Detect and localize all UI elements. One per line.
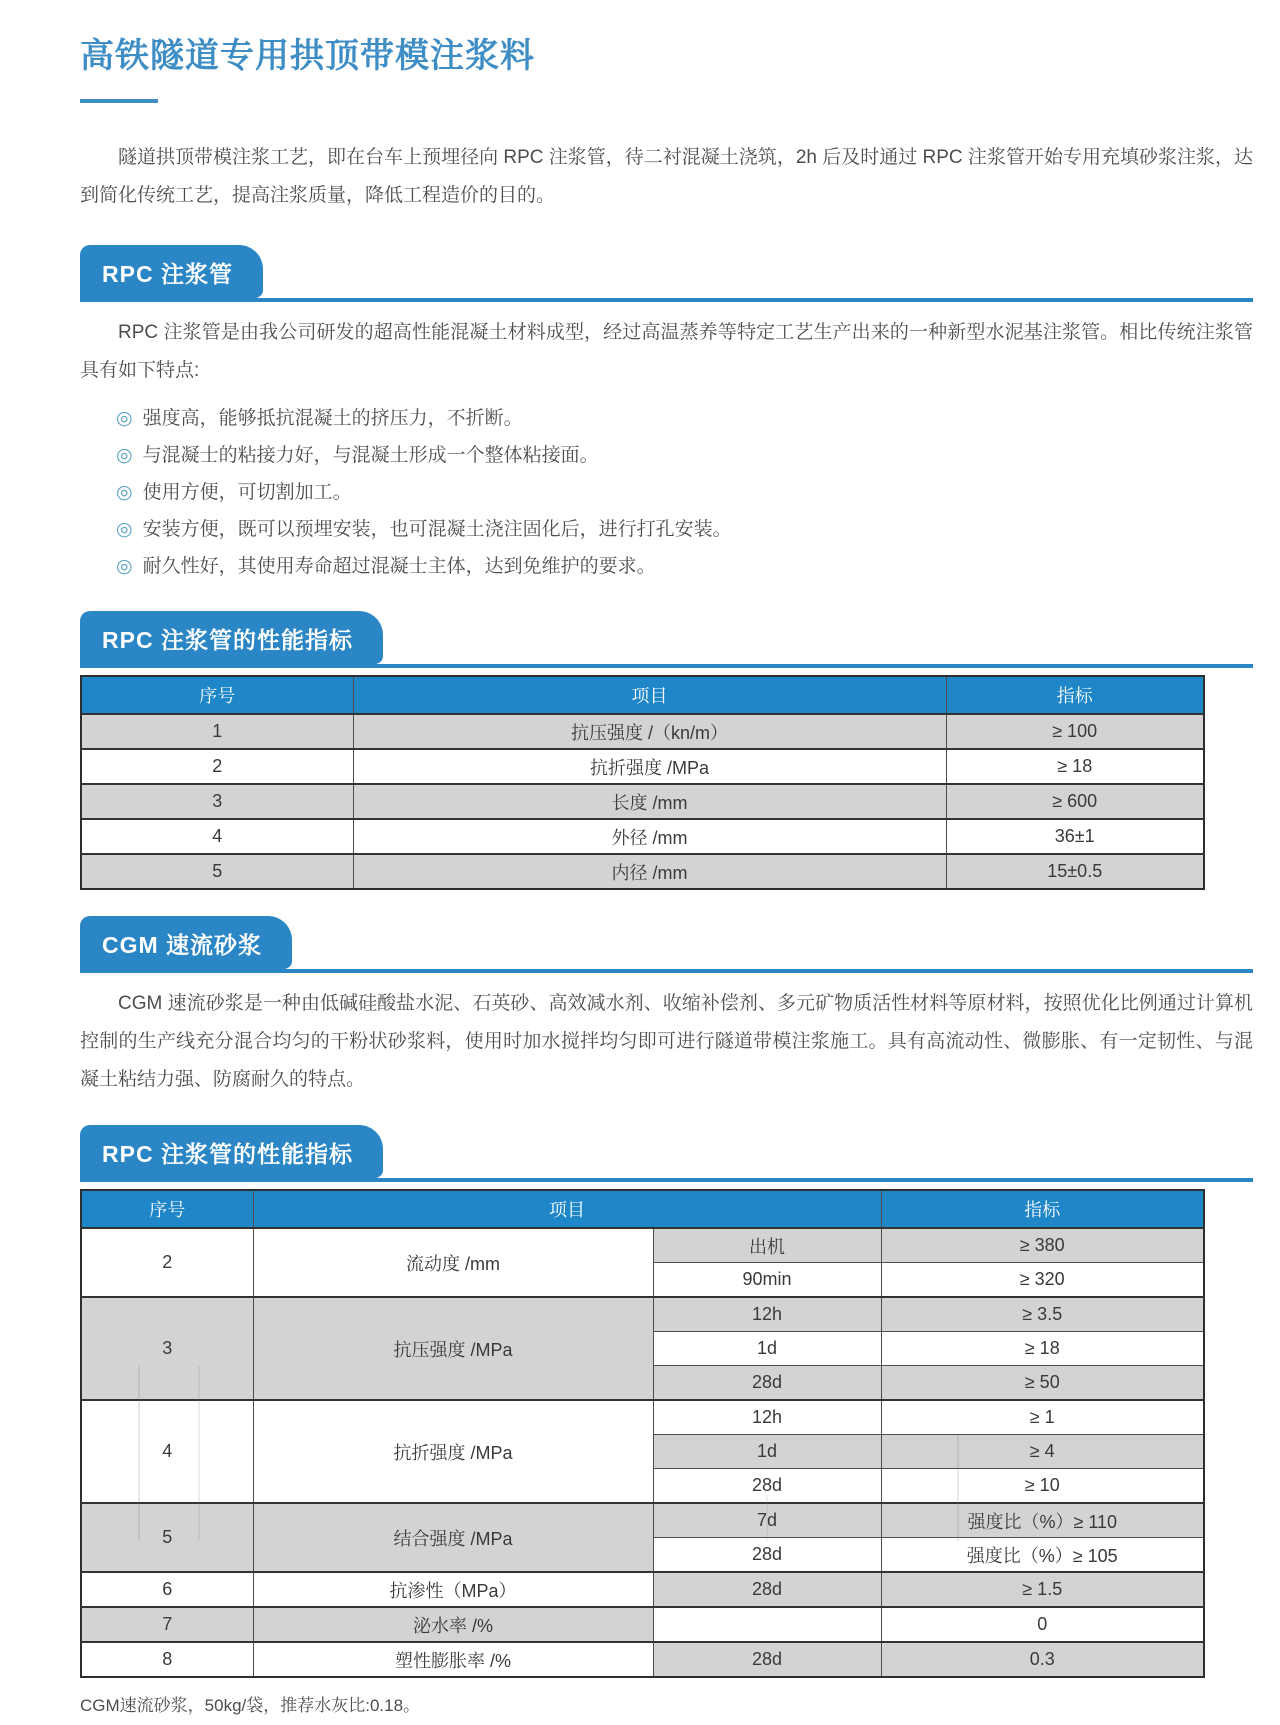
cell-condition: 90min: [653, 1263, 881, 1298]
double-circle-bullet-icon: ◎: [116, 556, 133, 577]
table-row: [81, 714, 1204, 749]
double-circle-bullet-icon: ◎: [116, 519, 133, 540]
feature-text: 使用方便，可切割加工。: [142, 482, 352, 503]
cell-value: 0: [881, 1607, 1204, 1642]
cell-value: ≥ 10: [881, 1469, 1204, 1504]
packaging-note: CGM速流砂浆，50kg/袋，推荐水灰比:0.18。: [80, 1696, 421, 1715]
table-header-row: [81, 676, 1204, 714]
cell-value: ≥ 18: [881, 1332, 1204, 1366]
cell-condition: [653, 1607, 881, 1642]
table-row: [81, 749, 1204, 784]
cell-no: 5: [81, 1503, 253, 1572]
table-header-row: [81, 1190, 1204, 1228]
cell-value: 0.3: [881, 1642, 1204, 1677]
cell-value: ≥ 1.5: [881, 1572, 1204, 1607]
cell-value: 强度比（%）≥ 105: [881, 1538, 1204, 1573]
table-row: [81, 784, 1204, 819]
table-row: [81, 1228, 1204, 1263]
cgm-paragraph: CGM 速流砂浆是一种由低碱硅酸盐水泥、石英砂、高效减水剂、收缩补偿剂、多元矿物质活性材料等原材料，按照优化比例通过计算机控制的生产线充分混合均匀的干粉状砂浆料，使用时加水搅拌均匀即可进行隧道带模注浆施工。具有高流动性、微膨胀、有一定韧性、与混凝土粘结力强、防腐耐久的特点。: [80, 993, 1253, 1090]
cell-value: ≥ 380: [881, 1228, 1204, 1263]
cell-value: ≥ 320: [881, 1263, 1204, 1298]
cell-item: 流动度 /mm: [253, 1228, 653, 1297]
table-row: [81, 1607, 1204, 1642]
cell-value: 15±0.5: [946, 854, 1204, 889]
cell-value: ≥ 4: [881, 1435, 1204, 1469]
cell-value: ≥ 3.5: [881, 1297, 1204, 1332]
cell-item: 内径 /mm: [353, 854, 946, 889]
cell-condition: 28d: [653, 1366, 881, 1401]
feature-text: 安装方便，既可以预埋安装，也可混凝土浇注固化后，进行打孔安装。: [142, 519, 732, 540]
section-banner-row: [80, 1125, 1253, 1182]
cell-condition: 1d: [653, 1332, 881, 1366]
section-banner-rpc-pipe: RPC 注浆管: [80, 245, 263, 298]
table-row: [81, 1503, 1204, 1538]
cell-value: ≥ 18: [946, 749, 1204, 784]
list-item: [116, 474, 1253, 511]
cell-no: 1: [81, 714, 353, 749]
cell-item: 抗折强度 /MPa: [353, 749, 946, 784]
column-header-item: 项目: [353, 676, 946, 714]
list-item: [116, 511, 1253, 548]
column-header-no: 序号: [81, 1190, 253, 1228]
column-header-no: 序号: [81, 676, 353, 714]
cell-no: 3: [81, 1297, 253, 1400]
cell-no: 5: [81, 854, 353, 889]
cell-item: 抗渗性（MPa）: [253, 1572, 653, 1607]
cell-condition: 12h: [653, 1297, 881, 1332]
cell-condition: 28d: [653, 1642, 881, 1677]
cell-no: 4: [81, 819, 353, 854]
cell-no: 2: [81, 1228, 253, 1297]
cell-value: 强度比（%）≥ 110: [881, 1503, 1204, 1538]
cell-no: 4: [81, 1400, 253, 1503]
rpc-intro-paragraph: RPC 注浆管是由我公司研发的超高性能混凝土材料成型，经过高温蒸养等特定工艺生产出来的一种新型水泥基注浆管。相比传统注浆管具有如下特点:: [80, 322, 1253, 381]
double-circle-bullet-icon: ◎: [116, 408, 133, 429]
feature-text: 与混凝士的粘接力好，与混凝土形成一个整体粘接面。: [142, 445, 599, 466]
list-item: [116, 548, 1253, 585]
page-title: 高铁隧道专用拱顶带模注浆料: [80, 37, 535, 75]
cell-condition: 28d: [653, 1538, 881, 1573]
column-header-spec: 指标: [881, 1190, 1204, 1228]
rpc-pipe-spec-table: [80, 675, 1205, 890]
cell-condition: 28d: [653, 1572, 881, 1607]
section-banner-row: [80, 245, 1253, 302]
cell-item: 塑性膨胀率 /%: [253, 1642, 653, 1677]
title-underline: [80, 99, 158, 103]
cell-condition: 1d: [653, 1435, 881, 1469]
section-banner-cgm: CGM 速流砂浆: [80, 916, 292, 969]
table-row: [81, 1572, 1204, 1607]
cell-item: 外径 /mm: [353, 819, 946, 854]
cell-item: 抗压强度 /（kn/m）: [353, 714, 946, 749]
feature-text: 耐久性好，其使用寿命超过混凝士主体，达到免维护的要求。: [142, 556, 656, 577]
section-banner-row: [80, 916, 1253, 973]
cell-value: ≥ 600: [946, 784, 1204, 819]
cell-item: 抗压强度 /MPa: [253, 1297, 653, 1400]
cell-value: 36±1: [946, 819, 1204, 854]
cell-value: ≥ 1: [881, 1400, 1204, 1435]
section-banner-rpc-pipe-specs: RPC 注浆管的性能指标: [80, 611, 383, 664]
cell-item: 泌水率 /%: [253, 1607, 653, 1642]
cell-value: ≥ 100: [946, 714, 1204, 749]
table-row: [81, 1642, 1204, 1677]
feature-text: 强度高，能够抵抗混凝土的挤压力，不折断。: [142, 408, 523, 429]
column-header-spec: 指标: [946, 676, 1204, 714]
column-header-item: 项目: [253, 1190, 881, 1228]
cell-value: ≥ 50: [881, 1366, 1204, 1401]
cell-condition: 7d: [653, 1503, 881, 1538]
cell-no: 2: [81, 749, 353, 784]
cell-item: 结合强度 /MPa: [253, 1503, 653, 1572]
cgm-spec-table: [80, 1189, 1205, 1678]
double-circle-bullet-icon: ◎: [116, 482, 133, 503]
section-banner-row: [80, 611, 1253, 668]
section-banner-cgm-specs: RPC 注浆管的性能指标: [80, 1125, 383, 1178]
table-row: [81, 1400, 1204, 1435]
cell-no: 8: [81, 1642, 253, 1677]
double-circle-bullet-icon: ◎: [116, 445, 133, 466]
cell-item: 长度 /mm: [353, 784, 946, 819]
cell-condition: 28d: [653, 1469, 881, 1504]
cell-item: 抗折强度 /MPa: [253, 1400, 653, 1503]
cell-condition: 出机: [653, 1228, 881, 1263]
table-row: [81, 1297, 1204, 1332]
list-item: [116, 437, 1253, 474]
intro-paragraph: 隧道拱顶带模注浆工艺，即在台车上预埋径向 RPC 注浆管，待二衬混凝土浇筑，2h 后及时通过 RPC 注浆管开始专用充填砂浆注浆，达到简化传统工艺，提高注浆质量，降低工程造价的目的。: [80, 147, 1253, 206]
cell-no: 3: [81, 784, 353, 819]
cell-no: 6: [81, 1572, 253, 1607]
cell-condition: 12h: [653, 1400, 881, 1435]
cell-no: 7: [81, 1607, 253, 1642]
rpc-feature-list: [80, 400, 1253, 585]
list-item: [116, 400, 1253, 437]
table-row: [81, 854, 1204, 889]
table-row: [81, 819, 1204, 854]
